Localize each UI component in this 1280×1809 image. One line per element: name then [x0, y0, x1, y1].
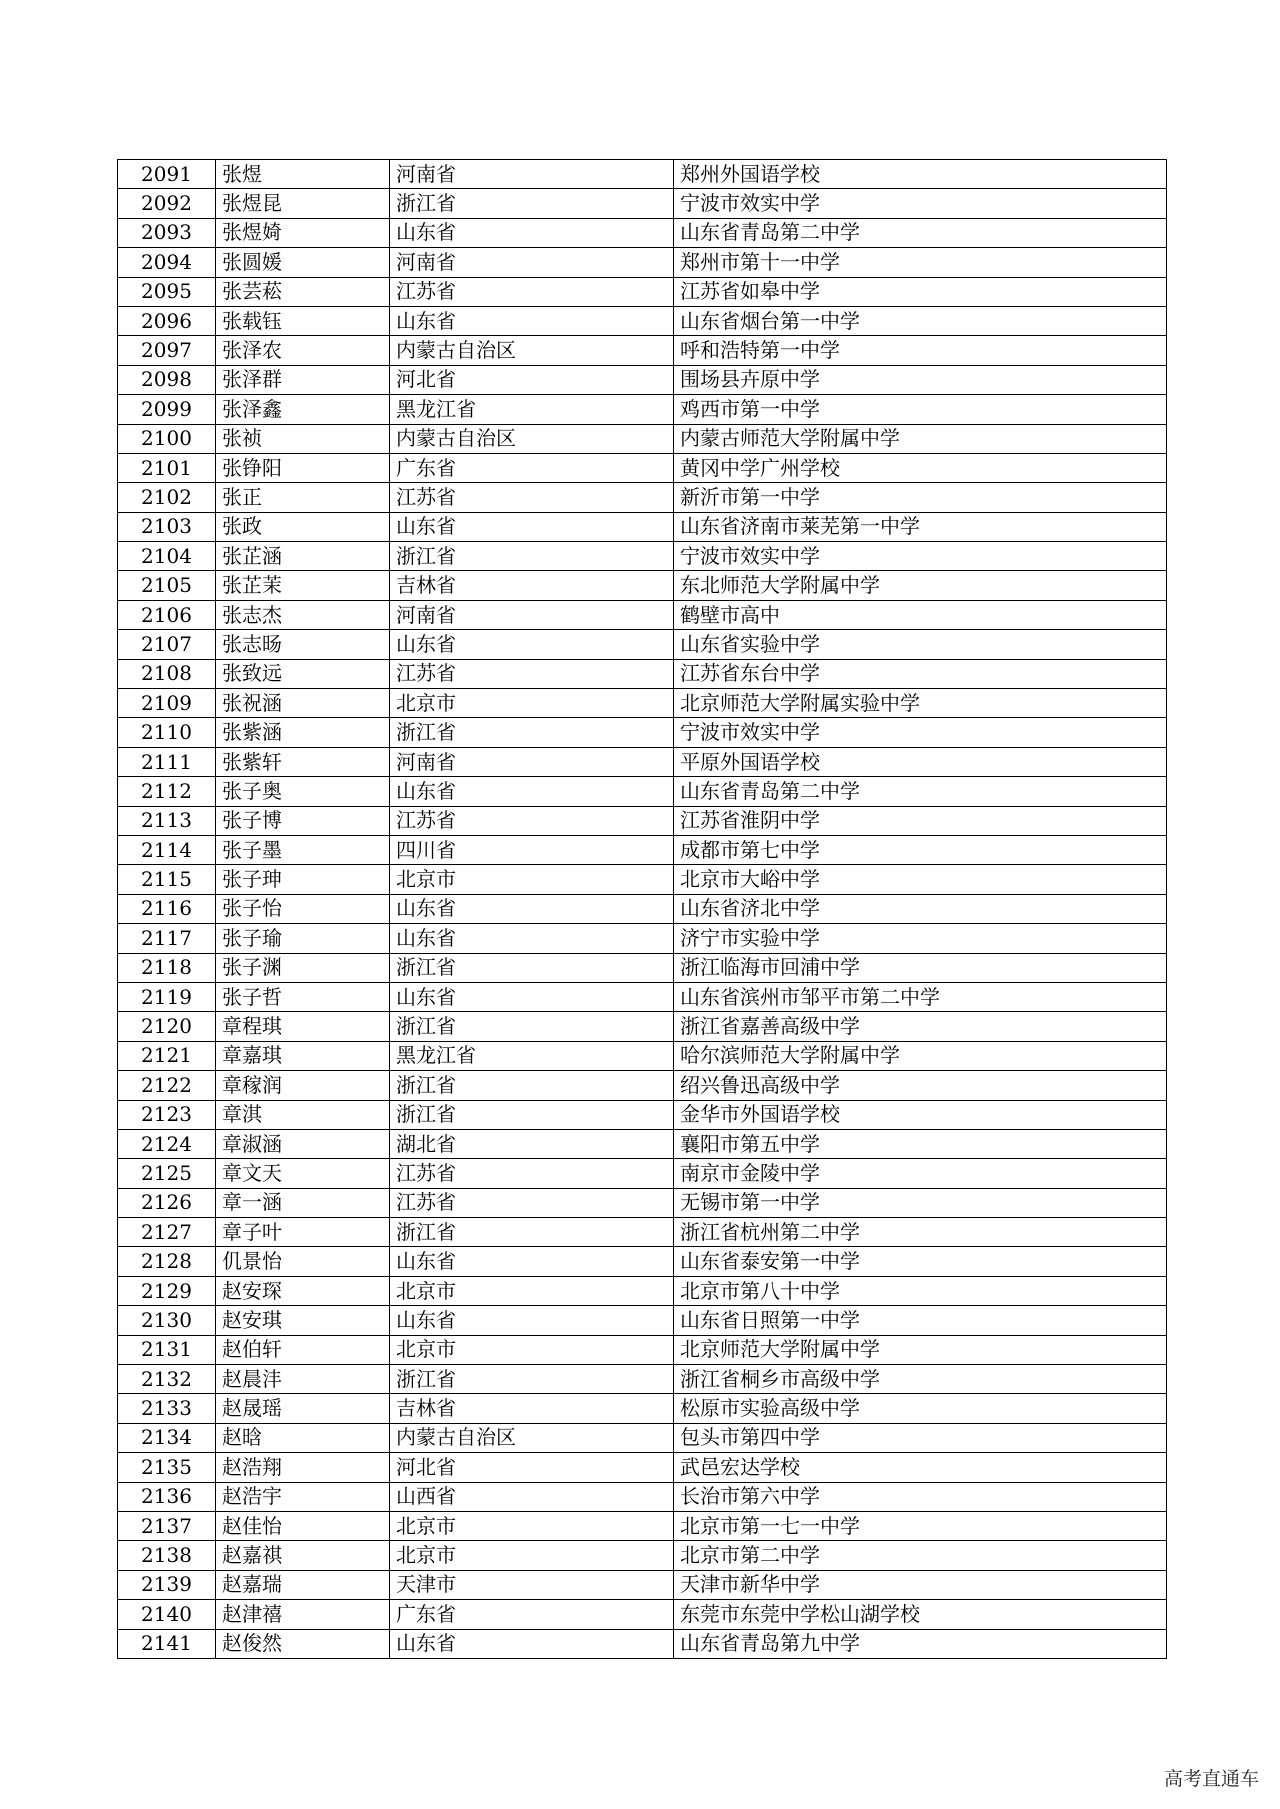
student-name-cell: 张子哲 — [216, 982, 390, 1011]
province-cell: 天津市 — [390, 1570, 674, 1599]
province-cell: 山东省 — [390, 1629, 674, 1658]
province-cell: 湖北省 — [390, 1129, 674, 1158]
school-name-cell: 浙江省桐乡市高级中学 — [674, 1365, 1167, 1394]
school-name-cell: 济宁市实验中学 — [674, 924, 1167, 953]
row-number-cell: 2100 — [118, 424, 216, 453]
table-row — [118, 1071, 1167, 1100]
school-name-cell: 山东省烟台第一中学 — [674, 306, 1167, 335]
student-name-cell: 赵晟瑶 — [216, 1394, 390, 1423]
province-cell: 浙江省 — [390, 189, 674, 218]
school-name-cell: 无锡市第一中学 — [674, 1188, 1167, 1217]
row-number-cell: 2137 — [118, 1511, 216, 1540]
province-cell: 浙江省 — [390, 1218, 674, 1247]
school-name-cell: 天津市新华中学 — [674, 1570, 1167, 1599]
province-cell: 四川省 — [390, 835, 674, 864]
table-row — [118, 1453, 1167, 1482]
table-row — [118, 1041, 1167, 1070]
student-name-cell: 章稼润 — [216, 1071, 390, 1100]
province-cell: 河北省 — [390, 1453, 674, 1482]
student-name-cell: 张正 — [216, 483, 390, 512]
table-row — [118, 1600, 1167, 1629]
province-cell: 广东省 — [390, 1600, 674, 1629]
table-row — [118, 1394, 1167, 1423]
student-name-cell: 赵浩翔 — [216, 1453, 390, 1482]
province-cell: 山西省 — [390, 1482, 674, 1511]
province-cell: 山东省 — [390, 894, 674, 923]
student-name-cell: 张志旸 — [216, 630, 390, 659]
row-number-cell: 2111 — [118, 747, 216, 776]
province-cell: 山东省 — [390, 1247, 674, 1276]
table-row — [118, 277, 1167, 306]
province-cell: 江苏省 — [390, 277, 674, 306]
student-name-cell: 张泽鑫 — [216, 395, 390, 424]
row-number-cell: 2097 — [118, 336, 216, 365]
table-row — [118, 483, 1167, 512]
province-cell: 黑龙江省 — [390, 395, 674, 424]
province-cell: 江苏省 — [390, 483, 674, 512]
row-number-cell: 2107 — [118, 630, 216, 659]
row-number-cell: 2108 — [118, 659, 216, 688]
row-number-cell: 2120 — [118, 1012, 216, 1041]
school-name-cell: 鸡西市第一中学 — [674, 395, 1167, 424]
student-name-cell: 章文天 — [216, 1159, 390, 1188]
school-name-cell: 长治市第六中学 — [674, 1482, 1167, 1511]
school-name-cell: 山东省实验中学 — [674, 630, 1167, 659]
province-cell: 江苏省 — [390, 1159, 674, 1188]
row-number-cell: 2129 — [118, 1276, 216, 1305]
table-row — [118, 1247, 1167, 1276]
school-name-cell: 宁波市效实中学 — [674, 189, 1167, 218]
row-number-cell: 2105 — [118, 571, 216, 600]
table-row — [118, 894, 1167, 923]
school-name-cell: 呼和浩特第一中学 — [674, 336, 1167, 365]
row-number-cell: 2113 — [118, 806, 216, 835]
school-name-cell: 山东省青岛第二中学 — [674, 218, 1167, 247]
school-name-cell: 内蒙古师范大学附属中学 — [674, 424, 1167, 453]
table-row — [118, 1012, 1167, 1041]
province-cell: 浙江省 — [390, 1100, 674, 1129]
school-name-cell: 江苏省东台中学 — [674, 659, 1167, 688]
province-cell: 浙江省 — [390, 718, 674, 747]
school-name-cell: 围场县卉原中学 — [674, 365, 1167, 394]
school-name-cell: 山东省青岛第九中学 — [674, 1629, 1167, 1658]
row-number-cell: 2093 — [118, 218, 216, 247]
province-cell: 浙江省 — [390, 953, 674, 982]
school-name-cell: 鹤壁市高中 — [674, 600, 1167, 629]
table-row — [118, 453, 1167, 482]
table-row — [118, 1482, 1167, 1511]
student-name-cell: 张子墨 — [216, 835, 390, 864]
student-name-cell: 赵安琛 — [216, 1276, 390, 1305]
row-number-cell: 2124 — [118, 1129, 216, 1158]
province-cell: 山东省 — [390, 924, 674, 953]
school-name-cell: 包头市第四中学 — [674, 1423, 1167, 1452]
province-cell: 河南省 — [390, 600, 674, 629]
table-row — [118, 1423, 1167, 1452]
student-name-cell: 张圆媛 — [216, 248, 390, 277]
student-name-cell: 张子渊 — [216, 953, 390, 982]
school-name-cell: 平原外国语学校 — [674, 747, 1167, 776]
student-name-cell: 仉景怡 — [216, 1247, 390, 1276]
table-row — [118, 747, 1167, 776]
table-row — [118, 1365, 1167, 1394]
table-row — [118, 160, 1167, 189]
province-cell: 内蒙古自治区 — [390, 1423, 674, 1452]
row-number-cell: 2139 — [118, 1570, 216, 1599]
table-row — [118, 542, 1167, 571]
row-number-cell: 2099 — [118, 395, 216, 424]
table-row — [118, 1276, 1167, 1305]
school-name-cell: 襄阳市第五中学 — [674, 1129, 1167, 1158]
province-cell: 广东省 — [390, 453, 674, 482]
table-row — [118, 1541, 1167, 1570]
row-number-cell: 2128 — [118, 1247, 216, 1276]
student-name-cell: 赵嘉瑞 — [216, 1570, 390, 1599]
province-cell: 内蒙古自治区 — [390, 336, 674, 365]
student-name-cell: 张煜昆 — [216, 189, 390, 218]
student-name-cell: 张紫涵 — [216, 718, 390, 747]
school-name-cell: 宁波市效实中学 — [674, 542, 1167, 571]
province-cell: 河南省 — [390, 747, 674, 776]
province-cell: 北京市 — [390, 1511, 674, 1540]
student-name-cell: 张祯 — [216, 424, 390, 453]
school-name-cell: 浙江省杭州第二中学 — [674, 1218, 1167, 1247]
table-row — [118, 248, 1167, 277]
school-name-cell: 东莞市东莞中学松山湖学校 — [674, 1600, 1167, 1629]
province-cell: 北京市 — [390, 1541, 674, 1570]
table-row — [118, 512, 1167, 541]
province-cell: 北京市 — [390, 689, 674, 718]
school-name-cell: 浙江临海市回浦中学 — [674, 953, 1167, 982]
table-row — [118, 1511, 1167, 1540]
province-cell: 吉林省 — [390, 1394, 674, 1423]
province-cell: 浙江省 — [390, 1071, 674, 1100]
student-name-cell: 张祝涵 — [216, 689, 390, 718]
student-name-cell: 赵俊然 — [216, 1629, 390, 1658]
row-number-cell: 2118 — [118, 953, 216, 982]
row-number-cell: 2109 — [118, 689, 216, 718]
row-number-cell: 2112 — [118, 777, 216, 806]
row-number-cell: 2134 — [118, 1423, 216, 1452]
school-name-cell: 北京师范大学附属实验中学 — [674, 689, 1167, 718]
table-row — [118, 1335, 1167, 1364]
school-name-cell: 山东省济南市莱芜第一中学 — [674, 512, 1167, 541]
table-row — [118, 1159, 1167, 1188]
table-row — [118, 571, 1167, 600]
student-name-cell: 张子博 — [216, 806, 390, 835]
table-row — [118, 777, 1167, 806]
student-name-cell: 赵安琪 — [216, 1306, 390, 1335]
table-row — [118, 835, 1167, 864]
row-number-cell: 2110 — [118, 718, 216, 747]
row-number-cell: 2126 — [118, 1188, 216, 1217]
school-name-cell: 北京市第二中学 — [674, 1541, 1167, 1570]
row-number-cell: 2136 — [118, 1482, 216, 1511]
province-cell: 山东省 — [390, 982, 674, 1011]
table-row — [118, 1306, 1167, 1335]
row-number-cell: 2098 — [118, 365, 216, 394]
province-cell: 河北省 — [390, 365, 674, 394]
province-cell: 黑龙江省 — [390, 1041, 674, 1070]
province-cell: 浙江省 — [390, 1365, 674, 1394]
province-cell: 浙江省 — [390, 542, 674, 571]
student-name-cell: 赵佳怡 — [216, 1511, 390, 1540]
row-number-cell: 2121 — [118, 1041, 216, 1070]
school-name-cell: 哈尔滨师范大学附属中学 — [674, 1041, 1167, 1070]
row-number-cell: 2092 — [118, 189, 216, 218]
row-number-cell: 2119 — [118, 982, 216, 1011]
student-name-cell: 张芸菘 — [216, 277, 390, 306]
row-number-cell: 2094 — [118, 248, 216, 277]
province-cell: 北京市 — [390, 865, 674, 894]
row-number-cell: 2106 — [118, 600, 216, 629]
school-name-cell: 黄冈中学广州学校 — [674, 453, 1167, 482]
table-row — [118, 365, 1167, 394]
student-name-cell: 赵嘉祺 — [216, 1541, 390, 1570]
student-name-cell: 张致远 — [216, 659, 390, 688]
row-number-cell: 2125 — [118, 1159, 216, 1188]
row-number-cell: 2127 — [118, 1218, 216, 1247]
student-name-cell: 张紫轩 — [216, 747, 390, 776]
school-name-cell: 浙江省嘉善高级中学 — [674, 1012, 1167, 1041]
table-row — [118, 689, 1167, 718]
school-name-cell: 新沂市第一中学 — [674, 483, 1167, 512]
province-cell: 河南省 — [390, 248, 674, 277]
row-number-cell: 2091 — [118, 160, 216, 189]
province-cell: 山东省 — [390, 306, 674, 335]
student-name-cell: 张煜婍 — [216, 218, 390, 247]
row-number-cell: 2133 — [118, 1394, 216, 1423]
row-number-cell: 2138 — [118, 1541, 216, 1570]
school-name-cell: 南京市金陵中学 — [674, 1159, 1167, 1188]
province-cell: 吉林省 — [390, 571, 674, 600]
student-name-cell: 张政 — [216, 512, 390, 541]
table-row — [118, 1188, 1167, 1217]
row-number-cell: 2115 — [118, 865, 216, 894]
student-name-cell: 张泽农 — [216, 336, 390, 365]
roster-table — [117, 159, 1167, 1659]
province-cell: 山东省 — [390, 777, 674, 806]
row-number-cell: 2130 — [118, 1306, 216, 1335]
province-cell: 江苏省 — [390, 806, 674, 835]
student-name-cell: 赵伯轩 — [216, 1335, 390, 1364]
school-name-cell: 江苏省如皋中学 — [674, 277, 1167, 306]
table-row — [118, 718, 1167, 747]
row-number-cell: 2104 — [118, 542, 216, 571]
student-name-cell: 赵浩宇 — [216, 1482, 390, 1511]
table-row — [118, 806, 1167, 835]
table-row — [118, 1218, 1167, 1247]
table-row — [118, 306, 1167, 335]
student-name-cell: 张芷茉 — [216, 571, 390, 600]
student-name-cell: 张泽群 — [216, 365, 390, 394]
table-row — [118, 630, 1167, 659]
student-name-cell: 张载钰 — [216, 306, 390, 335]
table-row — [118, 218, 1167, 247]
row-number-cell: 2101 — [118, 453, 216, 482]
row-number-cell: 2122 — [118, 1071, 216, 1100]
row-number-cell: 2140 — [118, 1600, 216, 1629]
table-row — [118, 982, 1167, 1011]
row-number-cell: 2132 — [118, 1365, 216, 1394]
student-name-cell: 张子珅 — [216, 865, 390, 894]
school-name-cell: 成都市第七中学 — [674, 835, 1167, 864]
student-name-cell: 张子怡 — [216, 894, 390, 923]
student-name-cell: 赵晗 — [216, 1423, 390, 1452]
school-name-cell: 山东省泰安第一中学 — [674, 1247, 1167, 1276]
school-name-cell: 山东省济北中学 — [674, 894, 1167, 923]
row-number-cell: 2114 — [118, 835, 216, 864]
school-name-cell: 北京市第一七一中学 — [674, 1511, 1167, 1540]
province-cell: 江苏省 — [390, 659, 674, 688]
school-name-cell: 江苏省淮阴中学 — [674, 806, 1167, 835]
row-number-cell: 2103 — [118, 512, 216, 541]
school-name-cell: 北京市第八十中学 — [674, 1276, 1167, 1305]
student-name-cell: 章一涵 — [216, 1188, 390, 1217]
province-cell: 山东省 — [390, 630, 674, 659]
province-cell: 山东省 — [390, 218, 674, 247]
student-name-cell: 张子瑜 — [216, 924, 390, 953]
student-name-cell: 张志杰 — [216, 600, 390, 629]
table-row — [118, 1629, 1167, 1658]
table-row — [118, 600, 1167, 629]
province-cell: 江苏省 — [390, 1188, 674, 1217]
school-name-cell: 金华市外国语学校 — [674, 1100, 1167, 1129]
student-name-cell: 章嘉琪 — [216, 1041, 390, 1070]
row-number-cell: 2102 — [118, 483, 216, 512]
row-number-cell: 2135 — [118, 1453, 216, 1482]
student-name-cell: 章子叶 — [216, 1218, 390, 1247]
row-number-cell: 2123 — [118, 1100, 216, 1129]
school-name-cell: 郑州市第十一中学 — [674, 248, 1167, 277]
row-number-cell: 2096 — [118, 306, 216, 335]
table-row — [118, 659, 1167, 688]
school-name-cell: 东北师范大学附属中学 — [674, 571, 1167, 600]
student-name-cell: 章淇 — [216, 1100, 390, 1129]
table-row — [118, 336, 1167, 365]
school-name-cell: 山东省滨州市邹平市第二中学 — [674, 982, 1167, 1011]
province-cell: 浙江省 — [390, 1012, 674, 1041]
province-cell: 内蒙古自治区 — [390, 424, 674, 453]
table-row — [118, 1100, 1167, 1129]
table-row — [118, 924, 1167, 953]
student-name-cell: 赵晨沣 — [216, 1365, 390, 1394]
school-name-cell: 北京市大峪中学 — [674, 865, 1167, 894]
watermark-text: 高考直通车 — [1163, 1768, 1259, 1790]
table-row — [118, 1570, 1167, 1599]
school-name-cell: 宁波市效实中学 — [674, 718, 1167, 747]
table-row — [118, 953, 1167, 982]
row-number-cell: 2117 — [118, 924, 216, 953]
table-row — [118, 865, 1167, 894]
school-name-cell: 北京师范大学附属中学 — [674, 1335, 1167, 1364]
student-name-cell: 张铮阳 — [216, 453, 390, 482]
province-cell: 北京市 — [390, 1276, 674, 1305]
school-name-cell: 绍兴鲁迅高级中学 — [674, 1071, 1167, 1100]
table-row — [118, 1129, 1167, 1158]
row-number-cell: 2095 — [118, 277, 216, 306]
student-name-cell: 张子奥 — [216, 777, 390, 806]
table-row — [118, 424, 1167, 453]
school-name-cell: 武邑宏达学校 — [674, 1453, 1167, 1482]
school-name-cell: 山东省日照第一中学 — [674, 1306, 1167, 1335]
school-name-cell: 郑州外国语学校 — [674, 160, 1167, 189]
province-cell: 北京市 — [390, 1335, 674, 1364]
student-name-cell: 张芷涵 — [216, 542, 390, 571]
student-name-cell: 赵津禧 — [216, 1600, 390, 1629]
province-cell: 山东省 — [390, 512, 674, 541]
table-row — [118, 395, 1167, 424]
student-name-cell: 章程琪 — [216, 1012, 390, 1041]
province-cell: 山东省 — [390, 1306, 674, 1335]
row-number-cell: 2116 — [118, 894, 216, 923]
province-cell: 河南省 — [390, 160, 674, 189]
school-name-cell: 松原市实验高级中学 — [674, 1394, 1167, 1423]
student-name-cell: 章淑涵 — [216, 1129, 390, 1158]
student-name-cell: 张煜 — [216, 160, 390, 189]
roster-table-body — [118, 160, 1167, 1659]
school-name-cell: 山东省青岛第二中学 — [674, 777, 1167, 806]
row-number-cell: 2131 — [118, 1335, 216, 1364]
table-row — [118, 189, 1167, 218]
row-number-cell: 2141 — [118, 1629, 216, 1658]
